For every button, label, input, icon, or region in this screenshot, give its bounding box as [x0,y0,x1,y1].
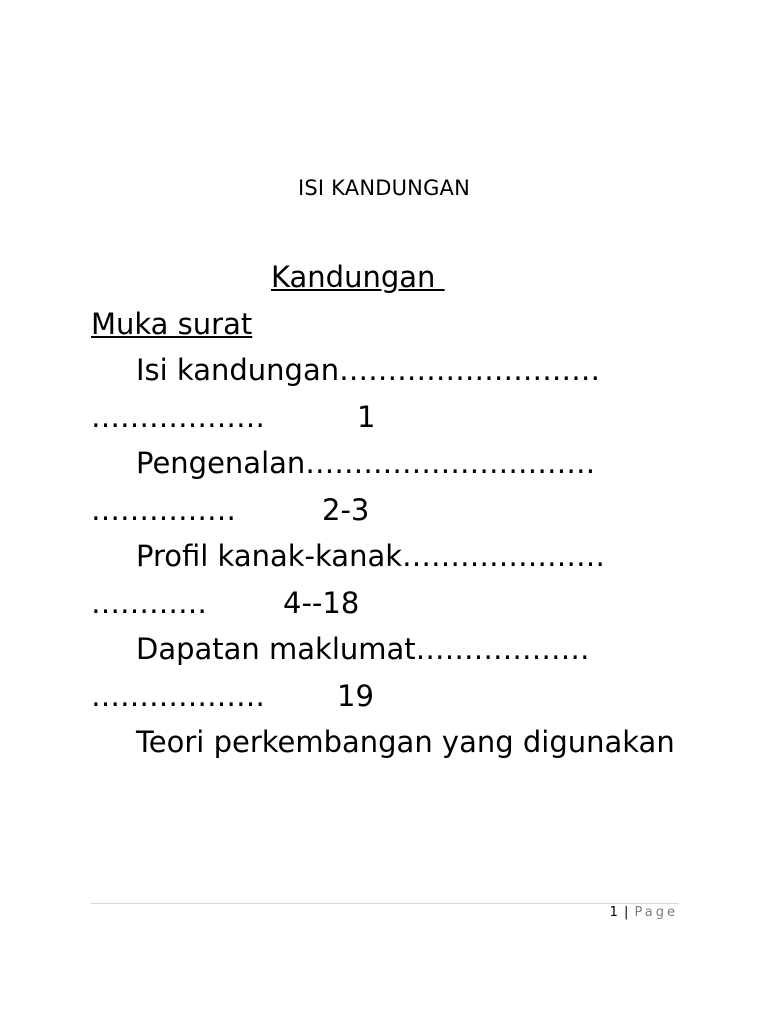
toc-entry-isi-kandungan [91,347,691,440]
toc-entry-label: Dapatan maklumat……………… [136,632,590,666]
page-number: 1 [609,905,618,920]
toc-entry-page: 4--18 [283,585,360,620]
page-title: ISI KANDUNGAN [297,176,471,200]
toc-entry-pengenalan [91,440,691,533]
toc-entry-label: Isi kandungan……………………… [136,353,601,387]
toc-entry-teori [91,719,691,766]
page-word: Page [634,905,678,920]
toc-entry-page: 2-3 [322,492,370,527]
toc-entry-leader: ………… [91,585,207,620]
toc-entry-leader: …………… [91,492,236,527]
toc-entry-leader-row [91,487,691,534]
toc-entry-page: 1 [357,399,376,434]
toc-entry-profil [91,533,691,626]
toc-entry-leader-row [91,580,691,627]
page-footer [610,905,678,920]
toc-entry-label: Pengenalan………………………… [136,446,596,480]
page-separator: | [623,905,629,920]
toc-entry-label: Teori perkembangan yang digunakan [136,725,675,759]
toc-entry-dapatan [91,626,691,719]
table-of-contents [91,254,691,766]
toc-entry-label: Profil kanak-kanak………………… [136,539,606,573]
footer-divider [91,903,679,904]
heading-kandungan: Kandungan [271,260,445,294]
heading-muka-surat: Muka surat [91,306,253,341]
toc-entry-leader-row [91,394,691,441]
toc-entry-leader: ……………… [91,678,265,713]
toc-entry-page: 19 [337,678,374,713]
toc-entry-leader-row [91,673,691,720]
toc-entry-leader: ……………… [91,399,265,434]
